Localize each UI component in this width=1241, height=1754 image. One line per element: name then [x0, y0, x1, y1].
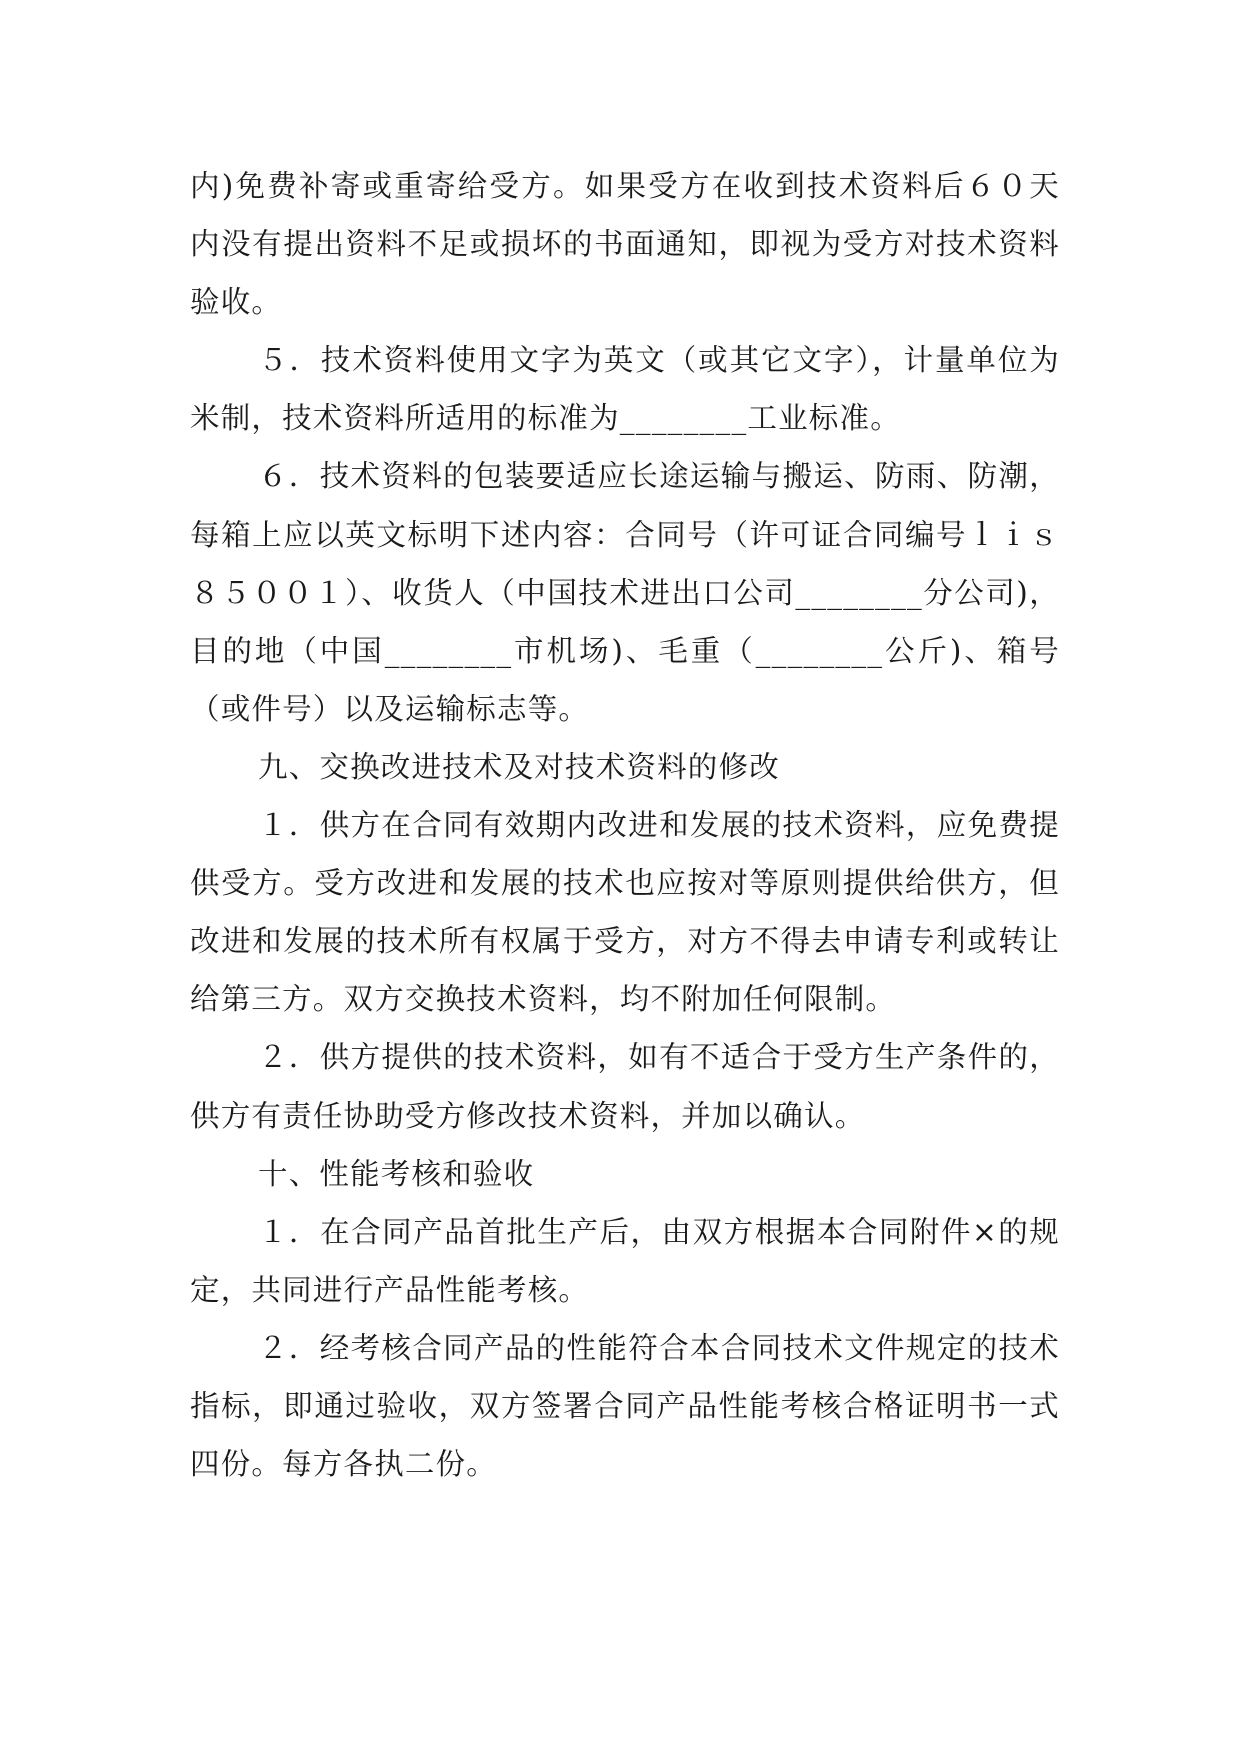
paragraph-section10-item-2: ２．经考核合同产品的性能符合本合同技术文件规定的技术指标，即通过验收，双方签署合同产品性能考核合格证明书一式四份。每方各执二份。 [190, 1330, 1060, 1482]
paragraph-item-5: ５．技术资料使用文字为英文（或其它文字），计量单位为米制，技术资料所适用的标准为________工业标准。 [190, 343, 1060, 436]
paragraph-item-6: ６．技术资料的包装要适应长途运输与搬运、防雨、防潮，每箱上应以英文标明下述内容：合同号（许可证合同编号ｌｉｓ８５００１）、收货人（中国技术进出口公司________分公司)，目的地（中国________市机场)、毛重（________公斤)、箱号（或件号）以及运输标志等。 [190, 459, 1060, 726]
paragraph-section9-item-1: １．供方在合同有效期内改进和发展的技术资料，应免费提供受方。受方改进和发展的技术也应按对等原则提供给供方，但改进和发展的技术所有权属于受方，对方不得去申请专利或转让给第三方。双方交换技术资料，均不附加任何限制。 [190, 808, 1060, 1017]
paragraph-section9-item-2: ２．供方提供的技术资料，如有不适合于受方生产条件的，供方有责任协助受方修改技术资料，并加以确认。 [190, 1040, 1060, 1133]
paragraph-continuation: 内)免费补寄或重寄给受方。如果受方在收到技术资料后６０天内没有提出资料不足或损坏的书面通知，即视为受方对技术资料验收。 [190, 169, 1060, 320]
document-body [190, 157, 1060, 1493]
paragraph-section10-item-1: １．在合同产品首批生产后，由双方根据本合同附件×的规定，共同进行产品性能考核。 [190, 1214, 1060, 1307]
section-heading-10: 十、性能考核和验收 [258, 1156, 535, 1191]
section-heading-9: 九、交换改进技术及对技术资料的修改 [258, 749, 780, 784]
